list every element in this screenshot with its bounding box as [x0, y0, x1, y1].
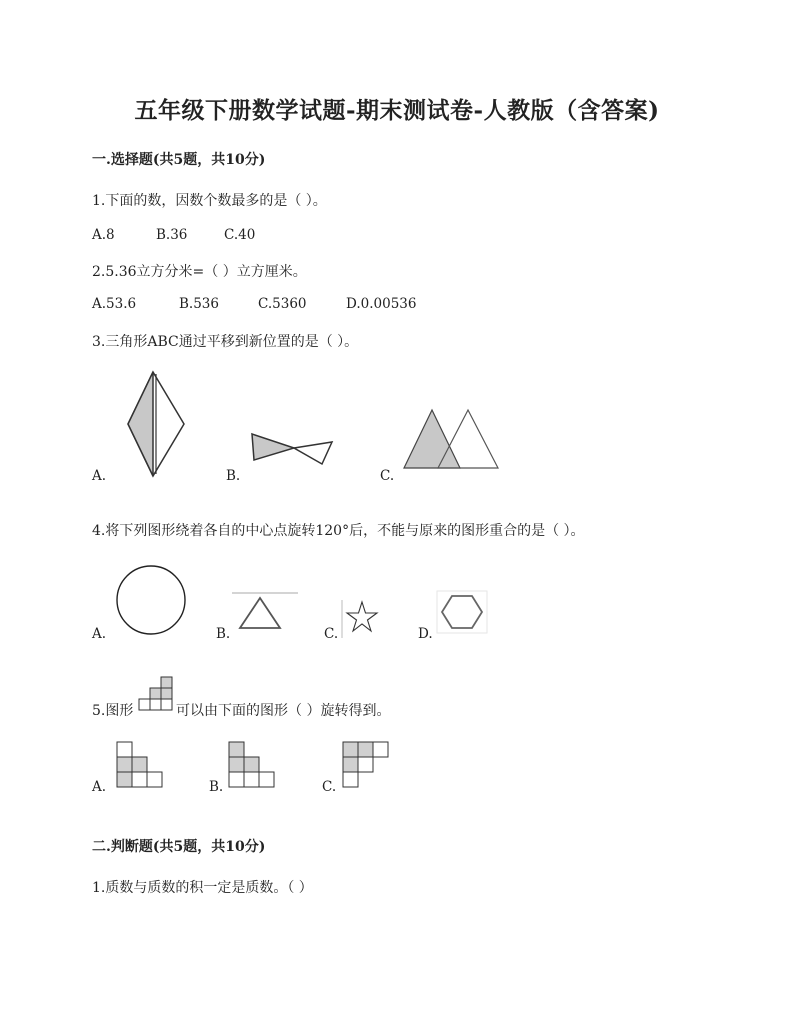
q4-figure-b-triangle: [230, 590, 300, 640]
q5-option-c: C.: [322, 779, 337, 795]
q4-option-a: A.: [92, 626, 107, 642]
q5-figure-a: [116, 741, 164, 789]
question-5-prefix: 5.图形: [92, 703, 134, 719]
q3-figure-c-triangles: [402, 408, 502, 472]
q1-option-c: C.40: [224, 227, 256, 243]
q4-figure-a-circle: [114, 564, 188, 638]
q2-option-b: B.536: [179, 296, 219, 312]
q1-option-b: B.36: [156, 227, 188, 243]
question-5-suffix: 可以由下面的图形（ ）旋转得到。: [176, 703, 391, 719]
q3-option-a: A.: [92, 468, 107, 484]
section-heading-choice: 一.选择题(共5题，共10分): [92, 152, 266, 168]
question-3: 3.三角形ABC通过平移到新位置的是（ ）。: [92, 334, 359, 350]
q2-option-d: D.0.00536: [346, 296, 417, 312]
q1-option-a: A.8: [92, 227, 115, 243]
section-heading-judgment: 二.判断题(共5题，共10分): [92, 839, 266, 855]
question-1: 1.下面的数，因数个数最多的是（ ）。: [92, 193, 327, 209]
q2-option-c: C.5360: [258, 296, 307, 312]
q5-stem-figure: [138, 675, 174, 715]
q4-option-d: D.: [418, 626, 433, 642]
question-4: 4.将下列图形绕着各自的中心点旋转120°后，不能与原来的图形重合的是（ ）。: [92, 523, 585, 539]
question-2: 2.5.36立方分米=（ ）立方厘米。: [92, 264, 307, 280]
page-title: 五年级下册数学试题-期末测试卷-人教版（含答案): [134, 97, 660, 124]
q5-figure-b: [228, 741, 276, 789]
q3-option-b: B.: [226, 468, 241, 484]
q4-figure-d-hexagon: [436, 590, 488, 634]
q5-figure-c: [342, 741, 390, 789]
q2-option-a: A.53.6: [92, 296, 137, 312]
q4-option-c: C.: [324, 626, 339, 642]
q4-option-b: B.: [216, 626, 231, 642]
q3-figure-b-bowtie: [250, 430, 336, 466]
q3-figure-a-rhombus: [120, 370, 190, 478]
q5-option-a: A.: [92, 779, 107, 795]
q3-option-c: C.: [380, 468, 395, 484]
q5-option-b: B.: [209, 779, 224, 795]
q4-figure-c-star: [338, 598, 384, 640]
judgment-question-1: 1.质数与质数的积一定是质数。（ ）: [92, 880, 313, 896]
